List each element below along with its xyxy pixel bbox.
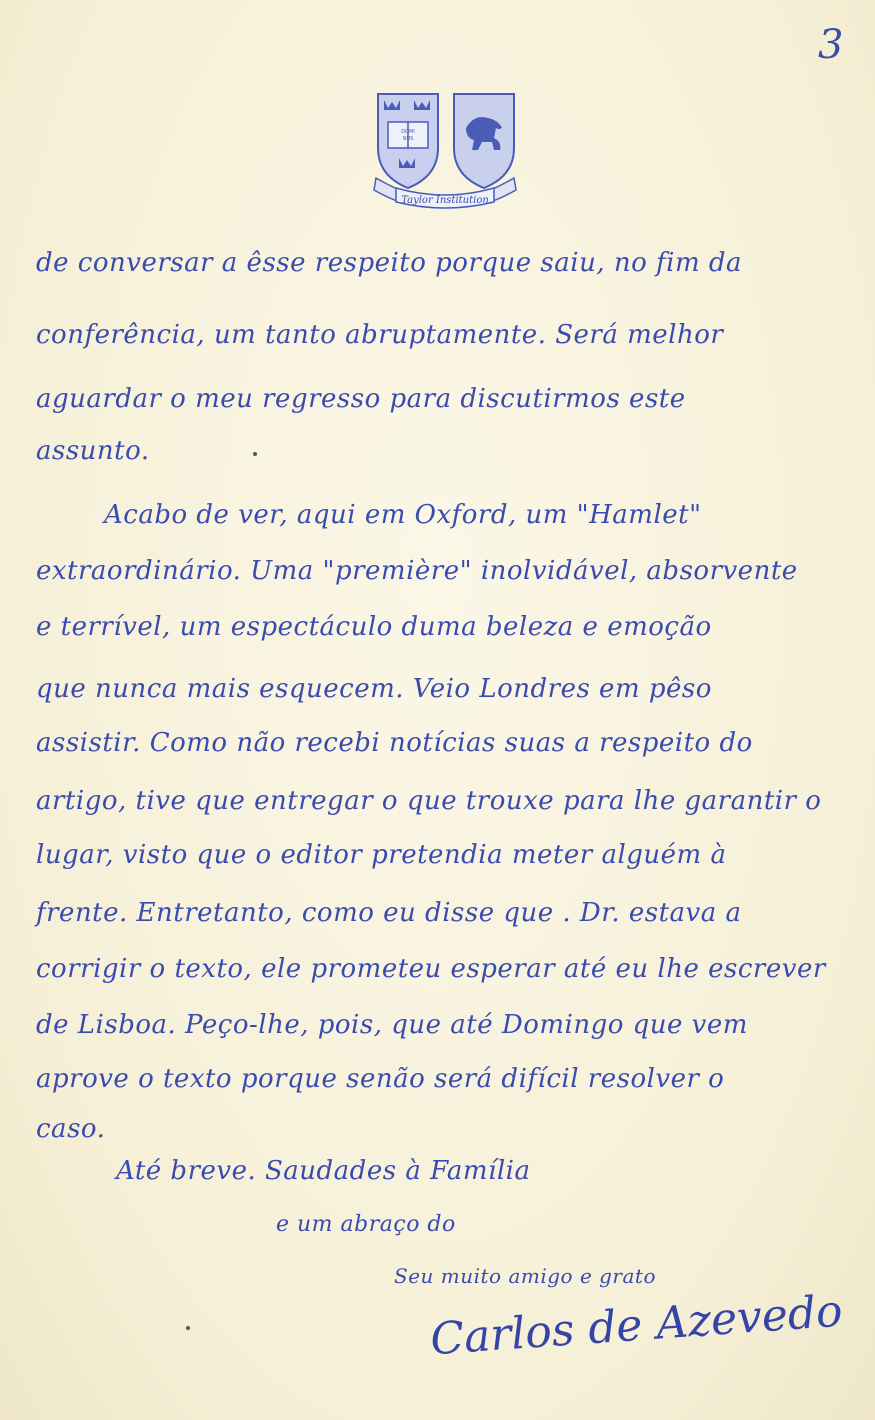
letter-line: caso.: [36, 1114, 106, 1144]
letter-line: de conversar a êsse respeito porque saiu, no fim da: [36, 248, 743, 278]
page-number: 3: [818, 22, 844, 68]
letter-line: que nunca mais esquecem. Veio Londres em pêso: [36, 674, 712, 704]
closing-line: Até breve. Saudades à Família: [116, 1156, 531, 1186]
letter-line: Acabo de ver, aqui em Oxford, um "Hamlet": [104, 500, 702, 530]
taylor-institution-crest: [370, 86, 520, 216]
letter-line: extraordinário. Uma "première" inolvidável, absorvente: [36, 556, 798, 586]
letter-line: conferência, um tanto abruptamente. Será melhor: [36, 320, 724, 350]
signature: Carlos de Azevedo: [428, 1285, 845, 1366]
letter-line: assunto.: [36, 436, 150, 466]
letter-line: lugar, visto que o editor pretendia meter alguém à: [36, 840, 727, 870]
ink-speck: [253, 452, 257, 456]
closing-line: Seu muito amigo e grato: [394, 1264, 656, 1288]
svg-text:DOMI: DOMI: [401, 129, 415, 135]
svg-text:Taylor Institution: Taylor Institution: [401, 195, 489, 206]
letter-line: assistir. Como não recebi notícias suas a respeito do: [36, 728, 753, 758]
letter-line: corrigir o texto, ele prometeu esperar até eu lhe escrever: [36, 954, 826, 984]
letter-line: frente. Entretanto, como eu disse que . Dr. estava a: [36, 898, 742, 928]
letter-line: aprove o texto porque senão será difícil resolver o: [36, 1064, 725, 1094]
closing-line: e um abraço do: [276, 1212, 456, 1237]
letter-line: aguardar o meu regresso para discutirmos este: [36, 384, 686, 414]
letter-line: e terrível, um espectáculo duma beleza e emoção: [36, 612, 712, 642]
ink-speck: [186, 1326, 190, 1330]
letter-line: artigo, tive que entregar o que trouxe para lhe garantir o: [36, 786, 822, 816]
svg-text:NUS: NUS: [402, 136, 414, 142]
letter-line: de Lisboa. Peço-lhe, pois, que até Domingo que vem: [36, 1010, 748, 1040]
